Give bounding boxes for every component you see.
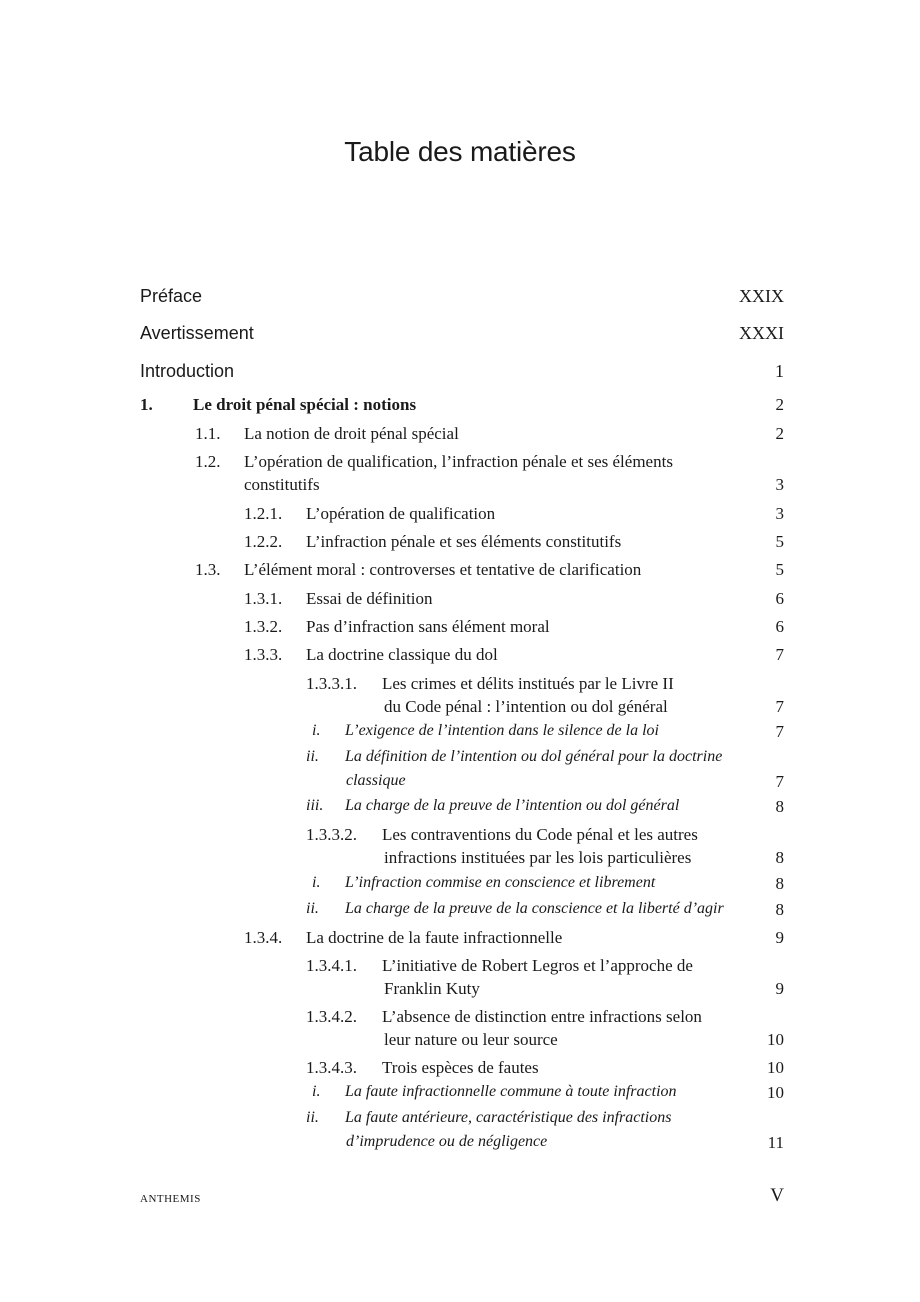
toc-entry-title: L’exigence de l’intention dans le silence de la loi	[345, 722, 659, 739]
toc-entry-page: 10	[767, 1058, 784, 1077]
toc-entry-title: Les crimes et délits institués par le Livre II	[382, 674, 674, 693]
toc-entry-page: 7	[775, 772, 784, 791]
toc-entry-page: 8	[775, 900, 784, 919]
toc-entry-number: 1.3.3.1.	[306, 674, 357, 693]
toc-entry-number: 1.3.4.	[244, 928, 283, 947]
toc-entry-title: La doctrine de la faute infractionnelle	[306, 928, 563, 947]
toc-entry-title: Introduction	[140, 361, 235, 381]
toc-entry-page: 8	[775, 848, 784, 867]
toc-entry-title: La notion de droit pénal spécial	[244, 424, 459, 443]
toc-entry-title: Franklin Kuty	[384, 979, 480, 998]
toc-entry-title: leur nature ou leur source	[384, 1030, 558, 1049]
toc-entry-page: 9	[775, 979, 784, 998]
toc-entry-number: 1.2.	[195, 452, 221, 471]
toc-entry-title: d’imprudence ou de négligence	[346, 1133, 548, 1150]
toc-entry-page: XXXI	[739, 323, 784, 343]
toc-entry-title: L’opération de qualification	[306, 504, 496, 523]
toc-entry-page: 3	[775, 475, 784, 494]
toc-entry-number: 1.3.	[195, 560, 221, 579]
toc-entry-title: Pas d’infraction sans élément moral	[306, 617, 550, 636]
toc-entry-title: Avertissement	[140, 323, 254, 343]
toc-entry-title: La faute infractionnelle commune à toute infraction	[345, 1083, 677, 1100]
toc-entry-number: 1.2.1.	[244, 504, 283, 523]
toc-entry-title: L’infraction pénale et ses éléments constitutifs	[306, 532, 622, 551]
toc-entry-page: 7	[775, 645, 784, 664]
toc-entry-number: 1.2.2.	[244, 532, 283, 551]
toc-entry-title: du Code pénal : l’intention ou dol général	[384, 697, 668, 716]
toc-entry-number: 1.3.4.3.	[306, 1058, 357, 1077]
toc-entry-title: Essai de définition	[306, 589, 433, 608]
toc-entry-title: Préface	[140, 286, 203, 306]
toc-entry-page: 6	[775, 589, 784, 608]
toc-entry-title: Trois espèces de fautes	[382, 1058, 539, 1077]
toc-entry-page: 7	[775, 697, 784, 716]
toc-entry-title: constitutifs	[244, 475, 320, 494]
toc-entry-page: 3	[775, 504, 784, 523]
page-number: V	[770, 1185, 784, 1206]
toc-entry-title: La doctrine classique du dol	[306, 645, 498, 664]
toc-entry-number: i.	[312, 874, 321, 891]
toc-entry-number: ii.	[306, 900, 319, 917]
toc-entry-page: XXIX	[739, 286, 784, 306]
toc-entry-page: 2	[775, 424, 784, 443]
toc-entry-page: 11	[767, 1133, 784, 1152]
toc-entry-page: 2	[775, 395, 784, 414]
toc-entry-title: infractions instituées par les lois particulières	[384, 848, 692, 867]
toc-entry-page: 10	[767, 1030, 784, 1049]
toc-entry-number: ii.	[306, 1109, 319, 1126]
toc-entry-title: L’infraction commise en conscience et librement	[345, 874, 656, 891]
toc-entry-title: Les contraventions du Code pénal et les autres	[382, 825, 698, 844]
page-title: Table des matières	[344, 136, 576, 167]
toc-entry-number: i.	[312, 1083, 321, 1100]
toc-entry-number: 1.3.3.	[244, 645, 283, 664]
toc-entry-title: L’absence de distinction entre infractions selon	[382, 1007, 702, 1026]
toc-entry-page: 5	[775, 560, 784, 579]
toc-entry-title: La charge de la preuve de la conscience et la liberté d’agir	[345, 900, 724, 917]
toc-entry-number: 1.3.1.	[244, 589, 283, 608]
toc-entry-page: 10	[767, 1083, 784, 1102]
publisher-name: ANTHEMIS	[140, 1193, 201, 1205]
toc-entry-page: 8	[775, 874, 784, 893]
toc-entry-number: 1.3.3.2.	[306, 825, 357, 844]
toc-entry-title: La charge de la preuve de l’intention ou dol général	[345, 797, 680, 814]
toc-entry-title: classique	[346, 772, 406, 789]
toc-entry-title: La définition de l’intention ou dol général pour la doctrine	[345, 748, 723, 765]
toc-entry-page: 7	[775, 722, 784, 741]
toc-entry-number: i.	[312, 722, 321, 739]
toc-entry-number: 1.3.2.	[244, 617, 283, 636]
toc-entry-title: L’opération de qualification, l’infraction pénale et ses éléments	[244, 452, 673, 471]
toc-entry-title: L’initiative de Robert Legros et l’approche de	[382, 956, 693, 975]
toc-entry-title: Le droit pénal spécial : notions	[193, 395, 417, 414]
toc-entry-title: L’élément moral : controverses et tentative de clarification	[244, 560, 642, 579]
toc-entry-page: 1	[775, 361, 784, 381]
toc-entry-page: 9	[775, 928, 784, 947]
toc-entry-page: 8	[775, 797, 784, 816]
toc-entry-number: 1.1.	[195, 424, 221, 443]
toc-entry-number: iii.	[306, 797, 324, 814]
toc-entry-page: 6	[775, 617, 784, 636]
toc-entry-number: 1.3.4.1.	[306, 956, 357, 975]
toc-entry-page: 5	[775, 532, 784, 551]
toc-entry-number: ii.	[306, 748, 319, 765]
toc-entry-number: 1.	[140, 395, 153, 414]
toc-entry-number: 1.3.4.2.	[306, 1007, 357, 1026]
toc-entry-title: La faute antérieure, caractéristique des infractions	[345, 1109, 672, 1126]
